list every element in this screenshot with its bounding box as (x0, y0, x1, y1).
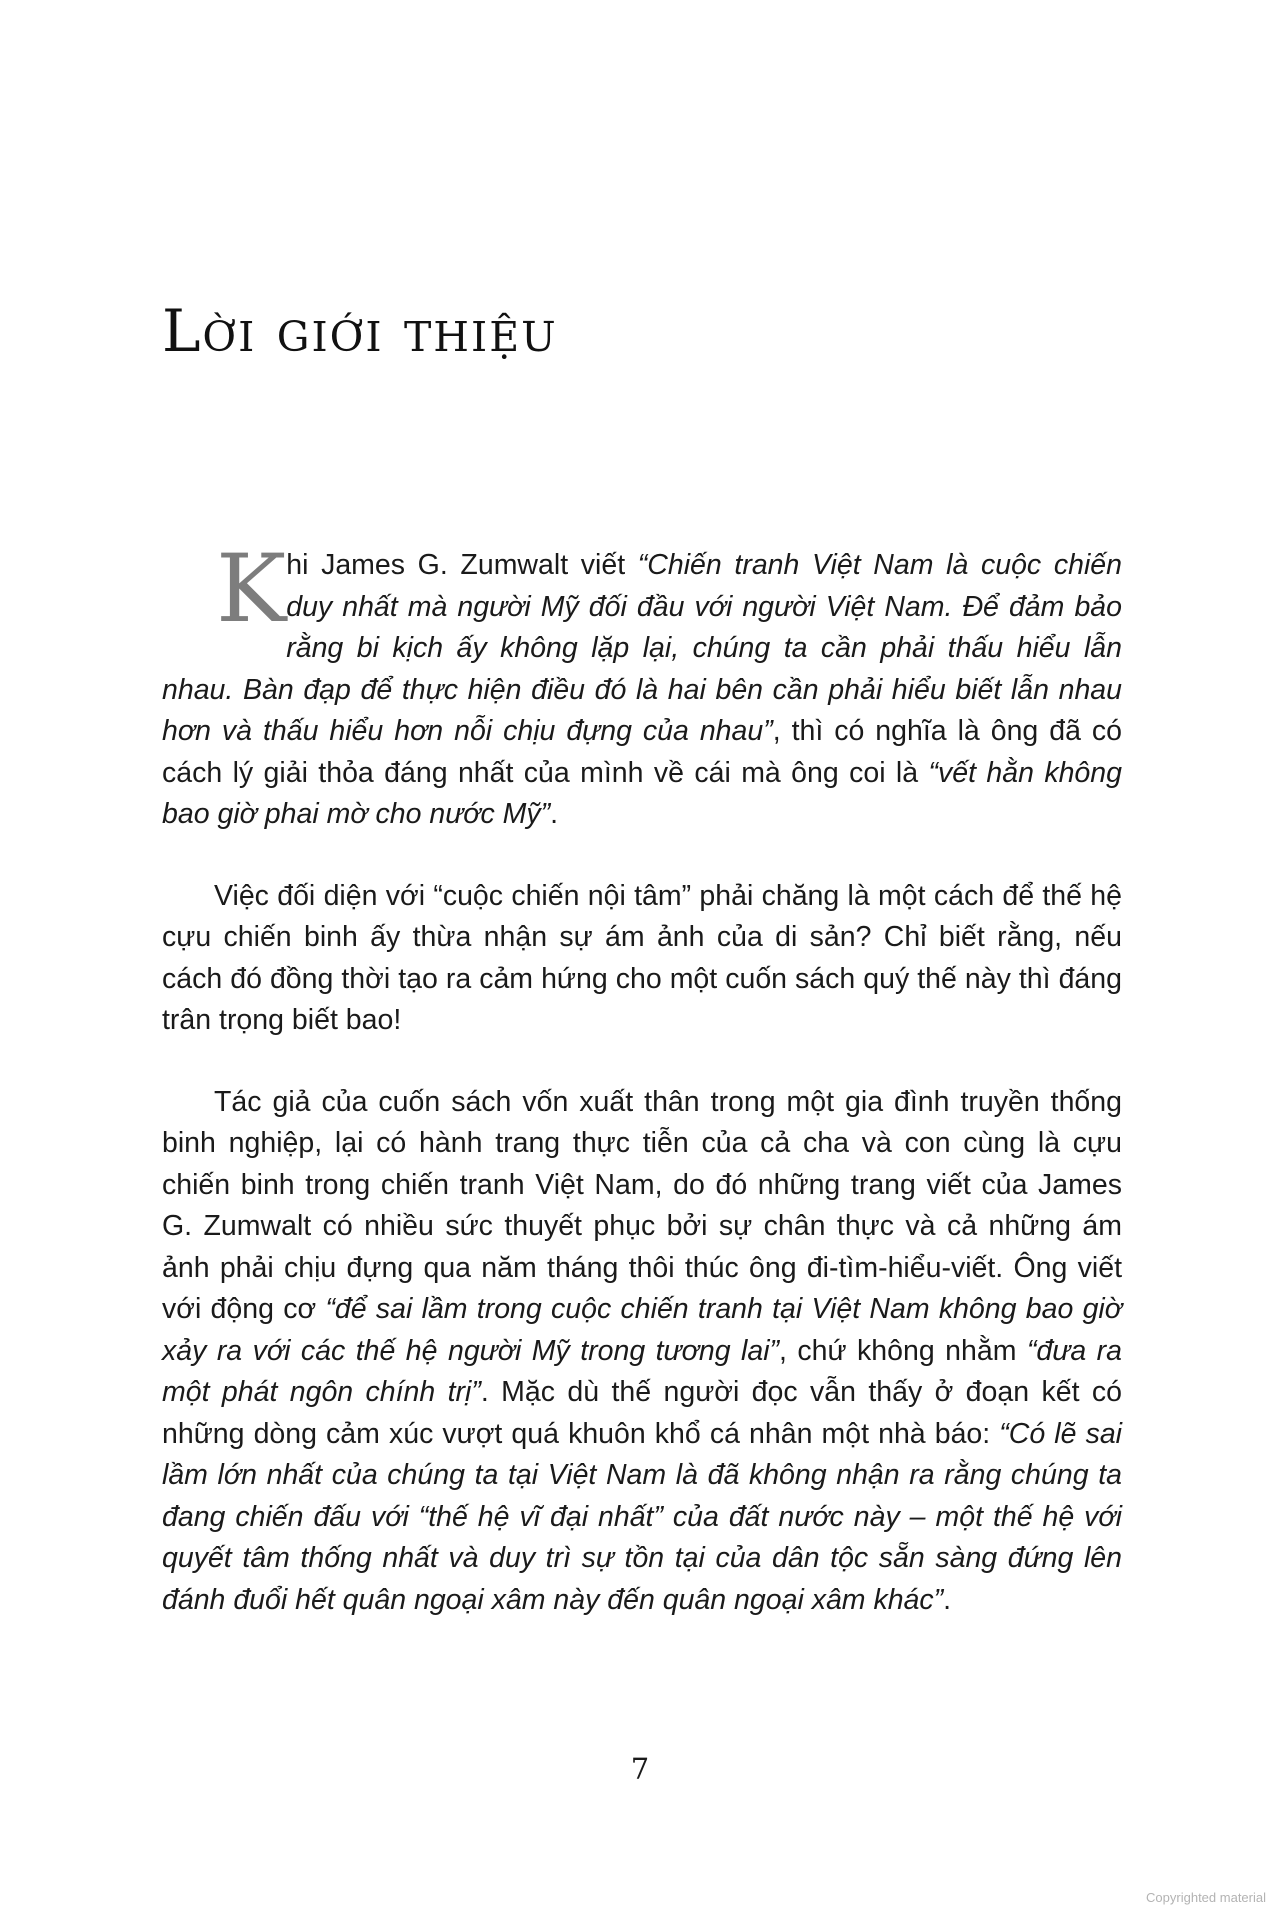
body-text (162, 535, 1123, 1661)
copyright-watermark: Copyrighted material (1146, 1890, 1266, 1905)
paragraph-text: . (550, 798, 559, 830)
chapter-title: Lời giới thiệu (162, 296, 558, 365)
paragraph-text: , chứ không nhằm (779, 1334, 1027, 1367)
paragraph-text: . Mặc dù thế người đọc vẫn thấy ở đoạn kết có những dòng cảm xúc vượt quá khuôn khổ cá nhân một nhà báo: (162, 1376, 1122, 1450)
quotation-italic: “Có lẽ sai lầm lớn nhất của chúng ta tại Việt Nam là đã không nhận ra rằng chúng ta đang chiến đấu với “thế hệ vĩ đại nhất” của đất nước này – một thế hệ với quyết tâm thống nhất và duy trì sự tồn tại của dân tộc sẵn sàng đứng lên đánh đuổi hết quân ngoại xâm này đến quân ngoại xâm khác” (162, 1417, 1123, 1616)
quotation-italic: “Chiến tranh Việt Nam là cuộc chiến duy nhất mà người Mỹ đối đầu với người Việt Nam. Để đảm bảo rằng bi kịch ấy không lặp lại, chúng ta cần phải thấu hiểu lẫn nhau. Bàn đạp để thực hiện điều đó là hai bên cần phải hiểu biết lẫn nhau hơn và thấu hiểu hơn nỗi chịu đựng của nhau” (162, 549, 1122, 747)
paragraph-text: Tác giả của cuốn sách vốn xuất thân trong một gia đình truyền thống binh nghiệp, lại có hành trang thực tiễn của cả cha và con cùng là cựu chiến binh trong chiến tranh Việt Nam, do đó những trang viết của James G. Zumwalt có nhiều sức thuyết phục bởi sự chân thực và cả những ám ảnh phải chịu đựng qua năm tháng thôi thúc ông đi-tìm-hiểu-viết. Ông viết với động cơ (162, 1085, 1122, 1325)
page-number: 7 (630, 1752, 650, 1786)
quotation-italic: “vết hằn không bao giờ phai mờ cho nước Mỹ” (162, 756, 1122, 830)
paragraph-text: , thì có nghĩa là ông đã có cách lý giải thỏa đáng nhất của mình về cái mà ông coi là (162, 715, 1122, 789)
paragraph-text: hi James G. Zumwalt viết (286, 549, 638, 581)
paragraph-text: . (943, 1583, 952, 1616)
quotation-italic: “đưa ra một phát ngôn chính trị” (162, 1334, 1122, 1408)
paragraph-2 (162, 876, 1122, 1042)
paragraph-3 (162, 1082, 1122, 1622)
quotation-italic: “để sai lầm trong cuộc chiến tranh tại Việt Nam không bao giờ xảy ra với các thế hệ người Mỹ trong tương lai” (162, 1293, 1122, 1367)
paragraph-text: Việc đối diện với “cuộc chiến nội tâm” phải chăng là một cách để thế hệ cựu chiến binh ấy thừa nhận sự ám ảnh của di sản? Chỉ biết rằng, nếu cách đó đồng thời tạo ra cảm hứng cho một cuốn sách quý thế này thì đáng trân trọng biết bao! (162, 879, 1122, 1036)
dropcap-letter: K (216, 535, 287, 644)
paragraph-1 (162, 535, 1122, 836)
